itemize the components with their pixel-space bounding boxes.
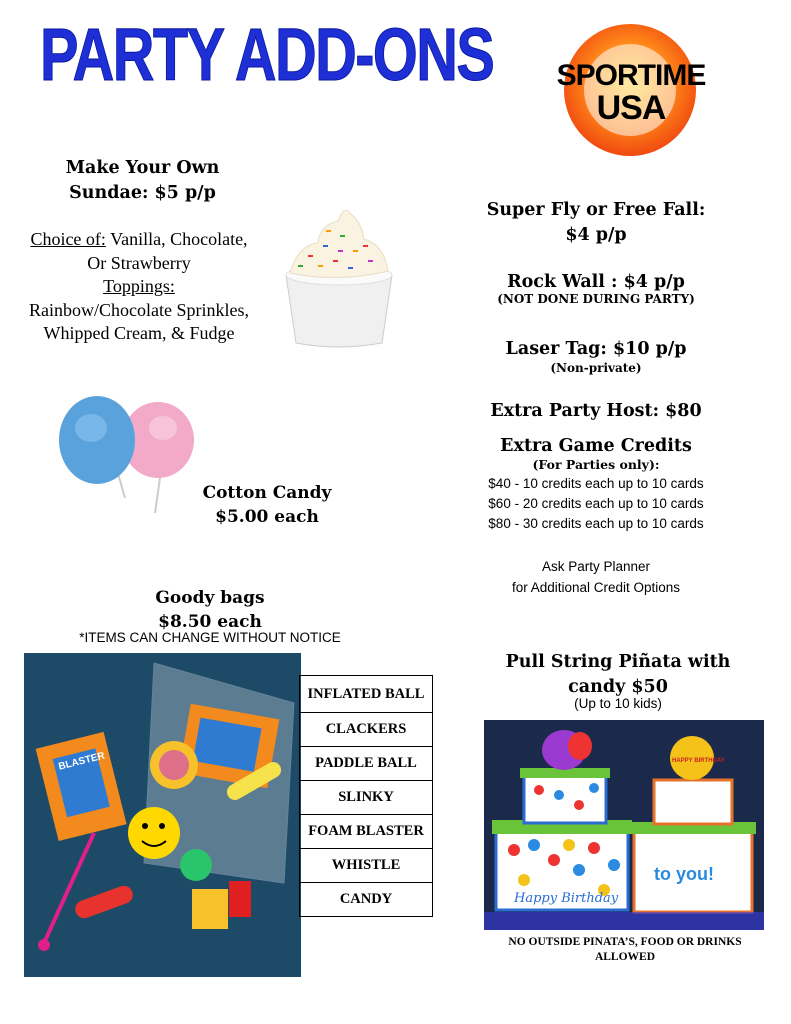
goody-item: SLINKY <box>300 781 433 815</box>
cotton-candy-price: $5.00 each <box>215 507 319 527</box>
ask-line2: for Additional Credit Options <box>511 580 681 595</box>
credits-note: (For Parties only): <box>532 457 660 472</box>
cotton-candy-title: Cotton Candy <box>202 483 332 503</box>
laser-note: (Non-private) <box>550 361 642 375</box>
goody-items-table <box>299 675 433 917</box>
cake-text-3: to you! <box>654 864 714 884</box>
host-title: Extra Party Host: $80 <box>490 401 702 421</box>
toppings-line2: Whipped Cream, & Fudge <box>43 323 235 343</box>
logo-text-usa: USA <box>596 89 666 127</box>
cake-text-1: Happy Birthday <box>514 891 619 906</box>
pinata-note: (Up to 10 kids) <box>574 696 662 711</box>
pinata-title: Pull String Piñata with <box>505 652 731 672</box>
goody-price: $8.50 each <box>158 612 262 632</box>
goody-item: PADDLE BALL <box>300 747 433 781</box>
goody-item: FOAM BLASTER <box>300 815 433 849</box>
credit-option: $40 - 10 credits each up to 10 cards <box>488 476 704 491</box>
goody-item: CLACKERS <box>300 713 433 747</box>
goody-item: WHISTLE <box>300 849 433 883</box>
rockwall-note: (NOT DONE DURING PARTY) <box>497 292 695 306</box>
goody-note: *ITEMS CAN CHANGE WITHOUT NOTICE <box>79 630 341 645</box>
ask-line1: Ask Party Planner <box>541 559 651 574</box>
goody-title: Goody bags <box>155 588 265 608</box>
credit-option: $80 - 30 credits each up to 10 cards <box>488 516 704 531</box>
rockwall-title: Rock Wall : $4 p/p <box>507 272 685 292</box>
choice-text-2: Or Strawberry <box>87 252 191 273</box>
ice-cream-image <box>278 205 400 350</box>
toppings-line1: Rainbow/Chocolate Sprinkles, <box>29 299 249 320</box>
superfly-title: Super Fly or Free Fall: <box>486 200 706 220</box>
choice-label: Choice of: <box>30 229 106 249</box>
pinata-footer-line1: NO OUTSIDE PINATA’S, FOOD OR DRINKS <box>508 936 742 948</box>
sundae-title-line2: Sundae: $5 p/p <box>69 183 216 203</box>
blaster-label: BLASTER <box>57 750 106 773</box>
credits-title: Extra Game Credits <box>500 436 692 456</box>
pinata-price: candy $50 <box>568 677 668 697</box>
page-title: PARTY ADD-ONS <box>40 13 494 96</box>
laser-title: Laser Tag: $10 p/p <box>505 339 687 359</box>
sundae-title-line1: Make Your Own <box>65 158 220 178</box>
sundae-choice <box>8 228 270 252</box>
goody-item: INFLATED BALL <box>300 676 433 713</box>
credit-option: $60 - 20 credits each up to 10 cards <box>488 496 704 511</box>
goody-bag-photo <box>24 653 301 977</box>
cake-text-2: HAPPY BIRTHDAY <box>672 758 725 764</box>
superfly-price: $4 p/p <box>565 225 627 245</box>
pinata-footer-line2: ALLOWED <box>594 951 656 963</box>
goody-item: CANDY <box>300 883 433 917</box>
choice-text: Vanilla, Chocolate, <box>105 229 248 249</box>
logo-text-sportime: SPORTIME <box>556 59 706 92</box>
pinata-photo <box>484 720 764 930</box>
toppings-label: Toppings: <box>103 276 175 296</box>
